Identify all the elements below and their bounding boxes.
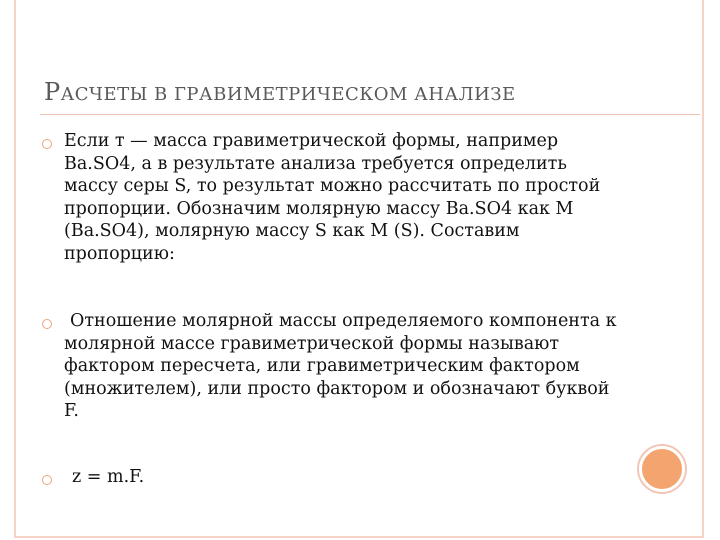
bullet-circle-icon (42, 319, 52, 329)
bullet-circle-icon (42, 139, 52, 149)
slide-title (44, 78, 516, 106)
bullet-circle-icon (42, 475, 52, 485)
bullet-text-2: Отношение молярной массы определяемого компонента к молярной массе гравиметрической формы называют фактором пересчета, или гравиметрическим фактором (множителем), или просто фактором и обозначают буквой F. (64, 311, 617, 421)
title-divider (40, 114, 700, 115)
bullet-text-1: Если т — масса гравиметрической формы, например Ba.SO4, а в результате анализа требуется определить массу серы S, то результат можно рассчитать по простой пропорции. Обозначим молярную массу Ba.SO4 как М (Ba.SO4), молярную массу S как М (S). Составим пропорцию: (64, 131, 601, 264)
title-first-letter: Р (44, 78, 61, 106)
title-rest: АСЧЕТЫ В ГРАВИМЕТРИЧЕСКОМ АНАЛИЗЕ (60, 84, 516, 105)
bullet-text-3: z = m.F. (72, 467, 145, 487)
decorative-orange-circle (639, 446, 685, 492)
